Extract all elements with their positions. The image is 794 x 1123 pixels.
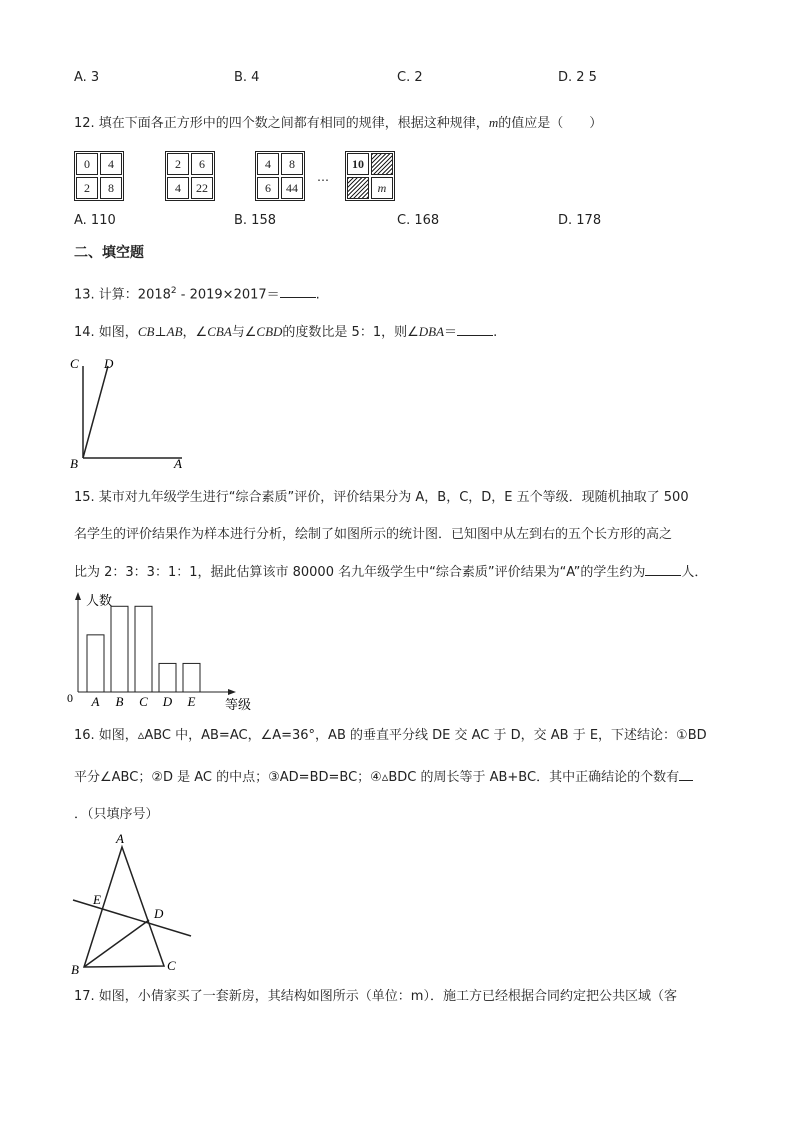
q12-square-4-hatched-cell (347, 177, 369, 199)
q12-option-b: B. 158 (234, 213, 276, 228)
chart-origin-label: 0 (67, 691, 73, 705)
q12-square-4-bottom-right: m (371, 177, 393, 199)
q12-square-4-top-left: 10 (347, 153, 369, 175)
chart-bar-e (183, 663, 200, 692)
q14-cba: CBA (207, 324, 232, 339)
chart-y-arrow (75, 592, 81, 600)
q14-label-d: D (104, 356, 114, 371)
q14-mid1: ，∠ (182, 325, 208, 340)
q16-label-e: E (93, 892, 101, 907)
q14-line-bd (83, 366, 108, 458)
chart-tick-label-a: A (91, 694, 100, 709)
q12-stem-tail: 的值应是（ ） (498, 116, 603, 131)
chart-bar-a (87, 635, 104, 692)
q14-answer-blank[interactable] (457, 323, 493, 336)
q15-line2: 名学生的评价结果作为样本进行分析，绘制了如图所示的统计图．已知图中从左到右的五个长方形的高之 (74, 527, 673, 542)
section-title: 二、填空题 (74, 245, 144, 261)
q12-square-2-cell: 6 (191, 153, 213, 175)
q15-line1: 15. 某市对九年级学生进行“综合素质”评价，评价结果分为 A，B，C，D，E 五个等级．现随机抽取了 500 (74, 490, 689, 505)
q16-label-c: C (167, 958, 176, 973)
chart-bars (87, 606, 200, 709)
q12-square-1 (74, 151, 124, 201)
q12-stem-text: 12. 填在下面各正方形中的四个数之间都有相同的规律，根据这种规律， (74, 116, 489, 131)
q14-end: . (493, 325, 498, 340)
q14-angle-figure (66, 352, 196, 474)
q11-option-d: D. 2 5 (558, 70, 597, 85)
q15-bar-chart (64, 590, 264, 714)
q14-prefix: 14. 如图， (74, 325, 138, 340)
chart-bar-d (159, 663, 176, 692)
q12-square-3-cell: 8 (281, 153, 303, 175)
q15-line3-unit: 人． (681, 565, 708, 580)
q15-line3-text: 比为 2：3：3：1：1，据此估算该市 80000 名九年级学生中“综合素质”评价结果为“A”的学生约为 (74, 565, 646, 580)
q17-line1: 17. 如图，小倩家买了一套新房，其结构如图所示（单位：m）．施工方已经根据合同约定把公共区域（客 (74, 989, 677, 1004)
q13-suffix: - 2019×2017＝ (176, 287, 280, 303)
chart-bar-b (111, 606, 128, 692)
chart-tick-label-c: C (139, 694, 148, 709)
q14-label-b: B (70, 456, 78, 471)
q16-line2 (74, 768, 693, 787)
q12-square-2-cell: 2 (167, 153, 189, 175)
q14-label-c: C (70, 356, 79, 371)
q12-option-c: C. 168 (397, 213, 440, 228)
chart-x-label: 等级 (225, 698, 252, 713)
q12-square-3 (255, 151, 305, 201)
q11-option-a: A. 3 (74, 70, 100, 85)
q12-square-2 (165, 151, 215, 201)
q12-square-3-cell: 4 (257, 153, 279, 175)
q16-label-b: B (71, 962, 79, 977)
q13-end: . (315, 287, 320, 303)
q12-square-1-cell: 4 (100, 153, 122, 175)
chart-y-label: 人数 (86, 594, 113, 609)
q12-square-1-cell: 2 (76, 177, 98, 199)
q12-square-4 (345, 151, 395, 201)
chart-tick-label-b: B (115, 694, 124, 709)
q14-text (74, 323, 497, 342)
q12-ellipsis: … (317, 170, 329, 184)
q16-label-d: D (154, 906, 164, 921)
q12-square-1-cell: 0 (76, 153, 98, 175)
q14-label-a: A (174, 456, 182, 471)
q12-square-3-cell: 44 (281, 177, 303, 199)
q12-square-1-cell: 8 (100, 177, 122, 199)
q13-sup: 2 (170, 286, 177, 296)
q13-answer-blank[interactable] (280, 285, 316, 298)
q14-cbd: CBD (256, 324, 283, 339)
q14-mid4: ＝ (444, 325, 458, 340)
q16-line3: ．（只填序号） (74, 807, 159, 822)
q14-mid3: 的度数比是 5：1，则∠ (282, 325, 419, 340)
q12-var-m: m (488, 115, 499, 130)
q12-square-3-cell: 6 (257, 177, 279, 199)
q12-square-4-hatched-cell (371, 153, 393, 175)
q16-bisector-de (73, 900, 191, 936)
q14-cb-ab: CB⊥AB (137, 324, 183, 339)
q12-option-d: D. 178 (558, 213, 602, 228)
q16-label-a: A (116, 831, 124, 846)
q12-square-2-cell: 4 (167, 177, 189, 199)
q16-line2-text: 平分∠ABC；②D 是 AC 的中点；③AD=BD=BC；④▵BDC 的周长等于 AB+BC．其中正确结论的个数有 (74, 770, 680, 785)
q14-dba: DBA (418, 324, 445, 339)
q14-mid2: 与∠ (231, 325, 257, 340)
q13-text (74, 282, 320, 304)
q16-line1: 16. 如图，▵ABC 中，AB=AC，∠A=36°，AB 的垂直平分线 DE 交 AC 于 D，交 AB 于 E，下述结论：①BD (74, 728, 707, 743)
q16-answer-blank[interactable] (679, 768, 693, 781)
q11-option-c: C. 2 (397, 70, 423, 85)
chart-tick-label-e: E (187, 694, 196, 709)
q12-option-a: A. 110 (74, 213, 116, 228)
q11-option-b: B. 4 (234, 70, 260, 85)
q13-prefix: 13. 计算：2018 (74, 287, 171, 303)
q16-triangle-figure (66, 828, 206, 978)
chart-tick-label-d: D (162, 694, 173, 709)
q12-stem (74, 114, 602, 133)
chart-x-arrow (228, 689, 236, 695)
chart-bar-c (135, 606, 152, 692)
q16-segment-bd (84, 920, 149, 967)
q15-answer-blank[interactable] (645, 563, 681, 576)
q12-square-2-cell: 22 (191, 177, 213, 199)
q15-line3 (74, 563, 707, 582)
